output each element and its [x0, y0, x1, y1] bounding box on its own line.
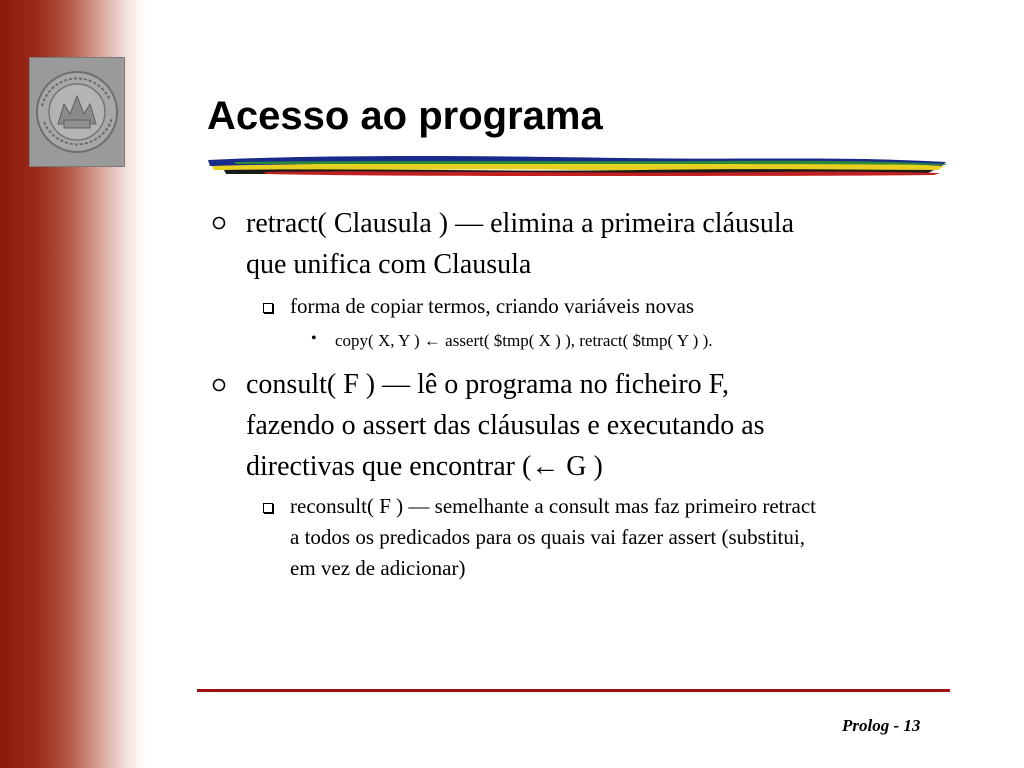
bullet2-sub-line2: a todos os predicados para os quais vai fazer assert (substitui,	[290, 525, 805, 549]
hollow-circle-bullet-icon	[212, 376, 226, 397]
bullet1-line1: retract( Clausula ) — elimina a primeira cláusula	[246, 208, 795, 239]
bullet2-sub-line3: em vez de adicionar)	[290, 556, 466, 580]
hollow-square-bullet-icon	[263, 303, 273, 313]
footer-divider	[197, 689, 950, 692]
bullet2-line2: fazendo o assert das cláusulas e executando as	[246, 410, 765, 441]
bullet2-sub-line1: reconsult( F ) — semelhante a consult mas faz primeiro retract	[290, 494, 816, 518]
bullet1-sub: forma de copiar termos, criando variáveis novas	[290, 294, 695, 318]
dot-bullet-icon: •	[311, 330, 317, 347]
bullet1-subsub: copy( X, Y ) ← assert( $tmp( X ) ), retract( $tmp( Y ) ).	[335, 331, 713, 350]
hollow-circle-bullet-icon	[212, 214, 226, 235]
slide-footer: Prolog - 13	[842, 716, 921, 735]
hollow-square-bullet-icon	[263, 503, 273, 513]
bullet1-line2: que unifica com Clausula	[246, 249, 532, 280]
bullet2-line1: consult( F ) — lê o programa no ficheiro F,	[246, 369, 729, 400]
brush-stroke-divider	[204, 152, 950, 178]
slide-title: Acesso ao programa	[207, 94, 603, 138]
bullet2-line3: directivas que encontrar (← G )	[246, 451, 603, 482]
university-seal-logo	[29, 57, 125, 167]
